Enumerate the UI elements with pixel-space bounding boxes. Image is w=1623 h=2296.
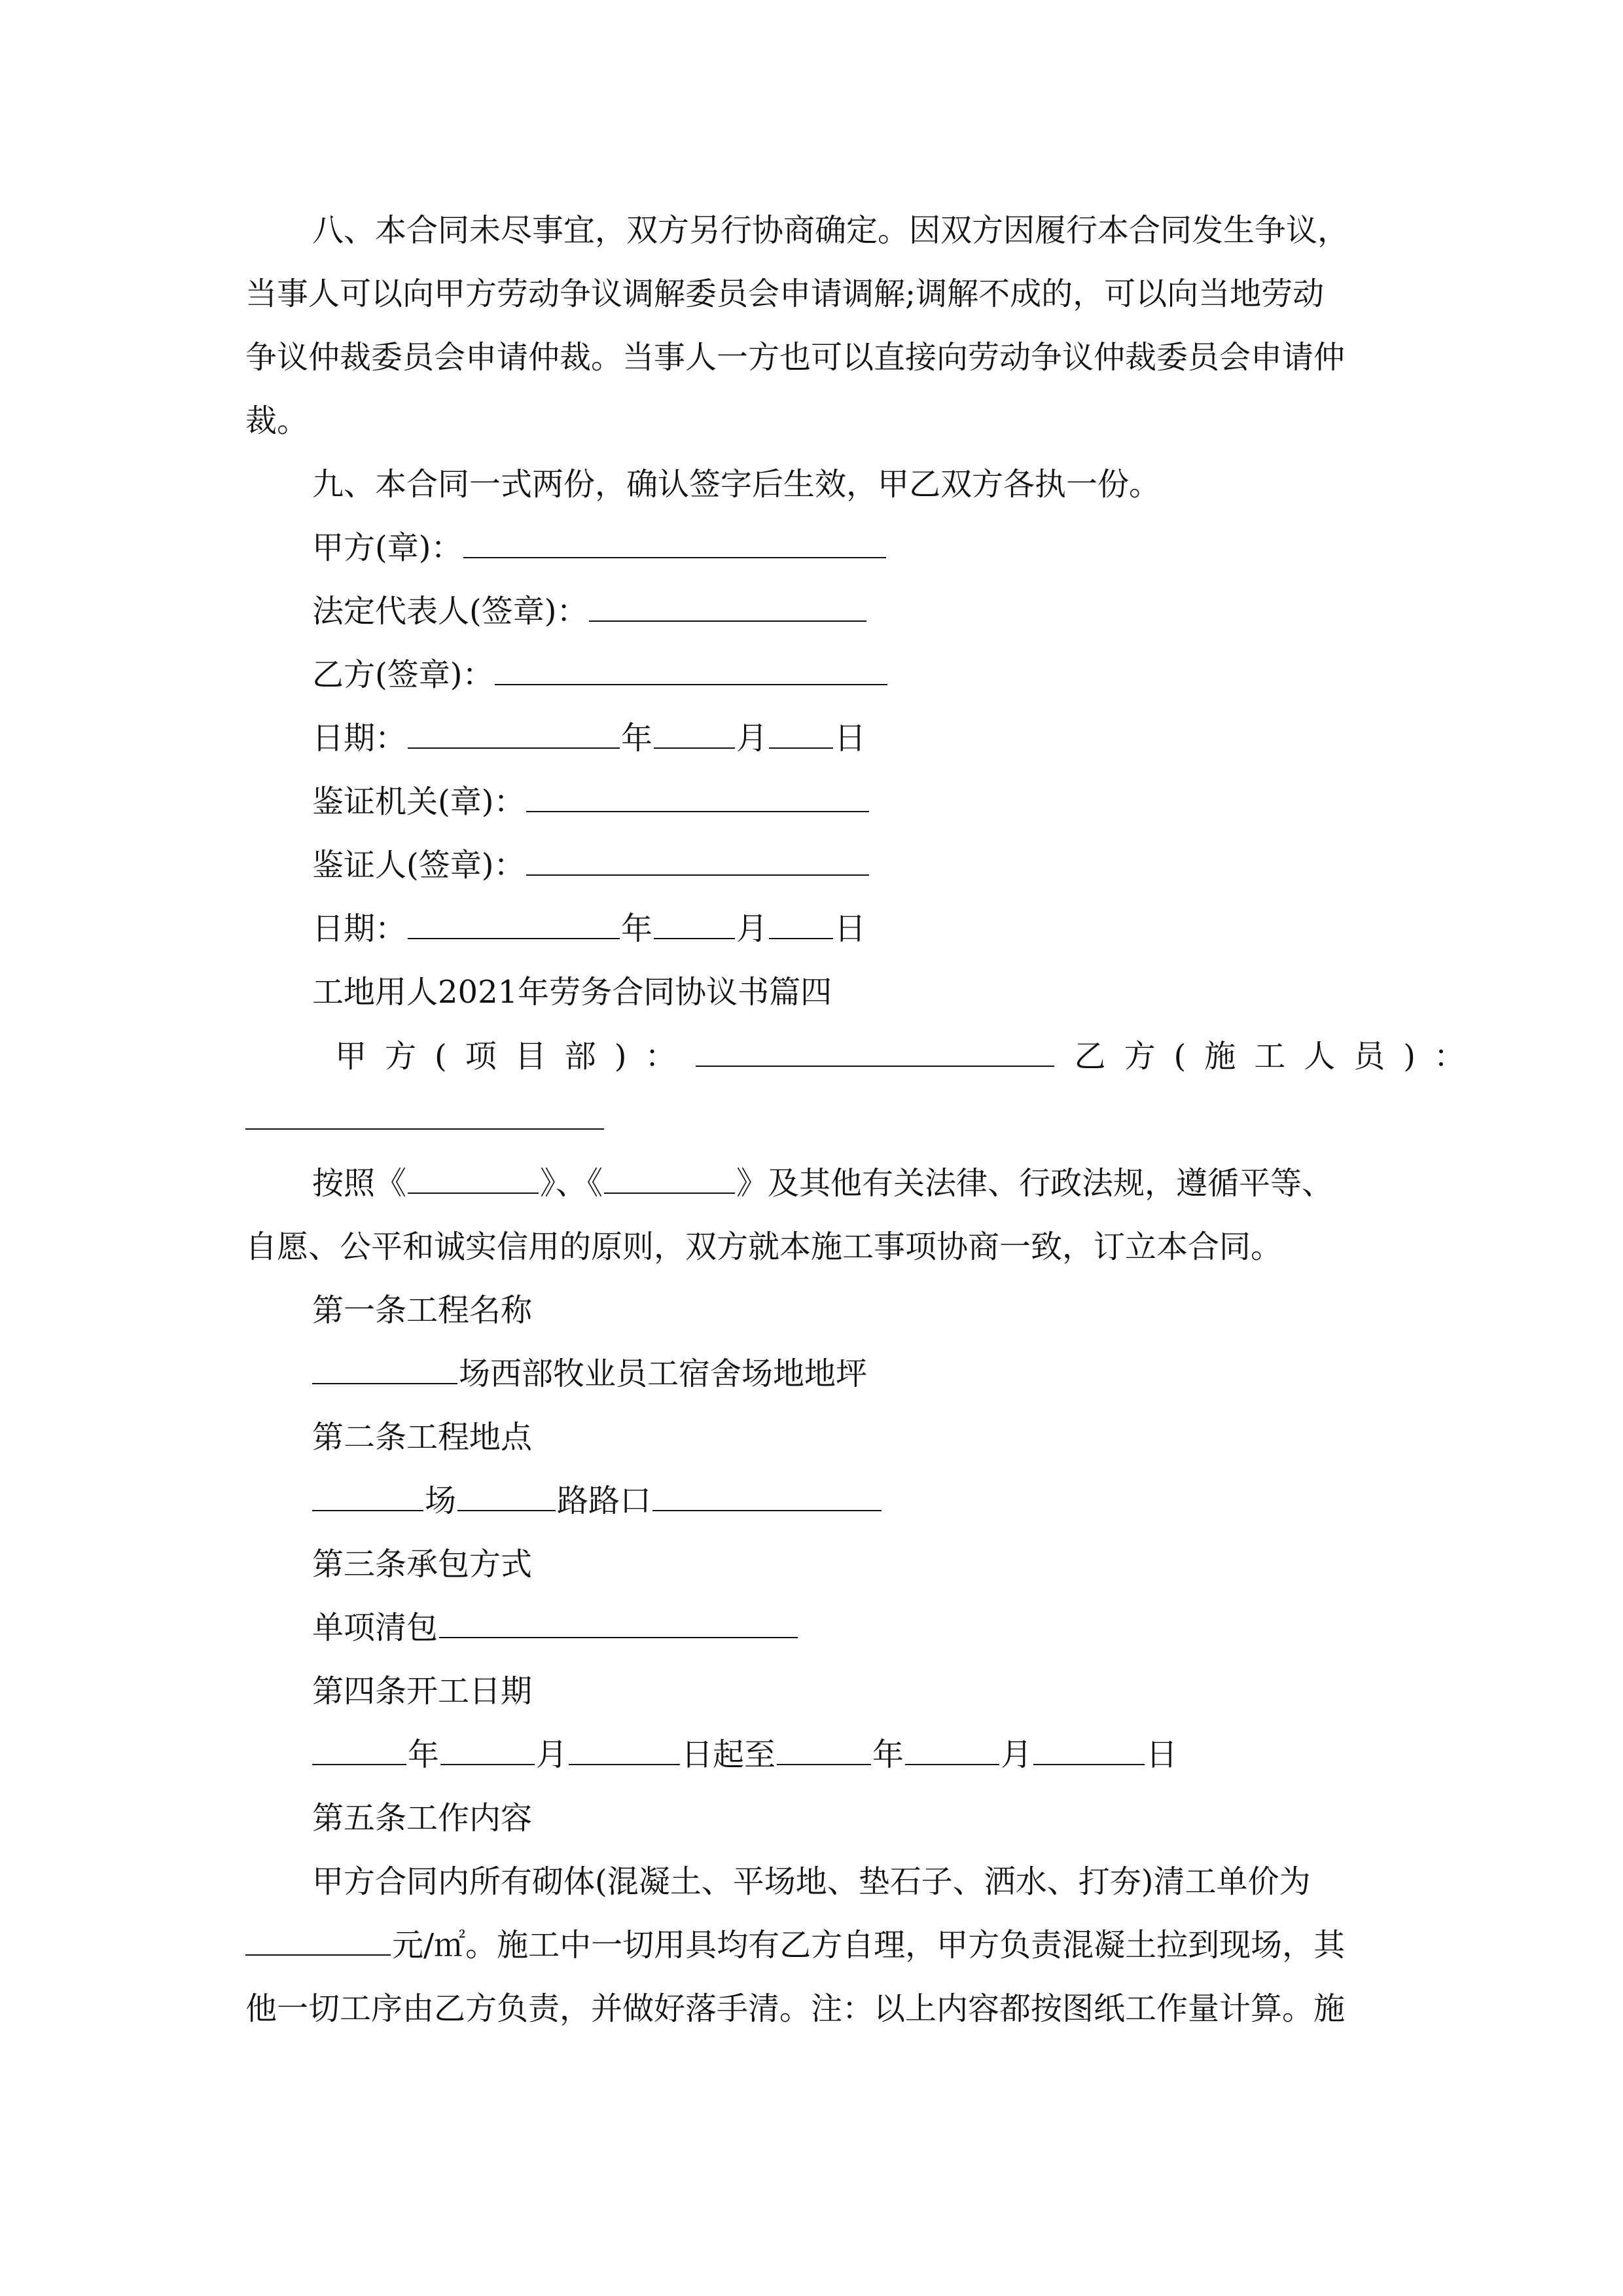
intro-mid: 》、《	[540, 1165, 603, 1202]
start-to-label: 日起至	[681, 1736, 776, 1773]
blank-field	[408, 912, 620, 939]
sign-date-1	[312, 719, 866, 758]
party-b-blank-line	[245, 1100, 604, 1139]
blank-field	[463, 531, 886, 558]
blank-field	[526, 785, 869, 812]
sign-party-a	[312, 528, 887, 567]
sign-legal-rep	[312, 592, 868, 631]
blank-field	[312, 1484, 423, 1511]
day-label: 日	[834, 910, 866, 947]
blank-field	[589, 594, 866, 622]
article-1-content	[312, 1354, 867, 1393]
blank-field	[769, 721, 833, 749]
article-5-line-3: 他一切工序由乙方负责，并做好落手清。注：以上内容都按图纸工作量计算。施	[245, 1990, 1346, 2027]
clause-9: 九、本合同一式两份，确认签字后生效，甲乙双方各执一份。	[312, 466, 1161, 503]
blank-field	[526, 848, 869, 876]
day-label: 日	[834, 720, 866, 757]
blank-field	[245, 1928, 391, 1956]
sign-authority-label: 鉴证机关(章)：	[312, 783, 526, 820]
sign-party-b	[312, 655, 889, 694]
sign-authority	[312, 782, 870, 821]
blank-field	[408, 721, 620, 749]
month-label: 月	[736, 910, 768, 947]
blank-field	[440, 1738, 535, 1765]
project-name: 场西部牧业员工宿舍场地地坪	[459, 1355, 868, 1392]
intro-line-1	[312, 1164, 1333, 1203]
blank-field	[312, 1738, 406, 1765]
blank-field	[905, 1738, 999, 1765]
article-4-content	[312, 1735, 1177, 1774]
month-label: 月	[1001, 1736, 1033, 1773]
article-2-content	[312, 1481, 883, 1520]
contract-type: 单项清包	[312, 1609, 438, 1646]
sign-witness	[312, 846, 870, 885]
blank-field	[604, 1166, 735, 1194]
location-part-b: 路路口	[557, 1482, 652, 1519]
sign-date-2	[312, 909, 866, 948]
article-5-title: 第五条工作内容	[312, 1800, 533, 1837]
article-3-content	[312, 1608, 799, 1647]
article-1-title: 第一条工程名称	[312, 1292, 533, 1329]
unit-price-text: 元/㎡。施工中一切用具均有乙方自理，甲方负责混凝土拉到现场，其	[392, 1927, 1346, 1964]
blank-field	[777, 1738, 871, 1765]
month-label: 月	[536, 1736, 568, 1773]
parties-line	[335, 1037, 1484, 1076]
article-5-line-2	[245, 1926, 1345, 1965]
blank-field	[569, 1738, 680, 1765]
clause-8-line-1: 八、本合同未尽事宜，双方另行协商确定。因双方因履行本合同发生争议，	[312, 212, 1349, 249]
sign-witness-label: 鉴证人(签章)：	[312, 847, 526, 884]
blank-field	[312, 1357, 457, 1384]
blank-field	[439, 1611, 798, 1638]
location-part-a: 场	[425, 1482, 457, 1519]
article-3-title: 第三条承包方式	[312, 1546, 533, 1583]
blank-field	[1033, 1738, 1145, 1765]
intro-line-2: 自愿、公平和诚实信用的原则，双方就本施工事项协商一致，订立本合同。	[245, 1229, 1283, 1265]
article-2-title: 第二条工程地点	[312, 1419, 533, 1456]
year-label: 年	[621, 720, 653, 757]
blank-field	[652, 1484, 882, 1511]
month-label: 月	[736, 720, 768, 757]
clause-8-line-2: 当事人可以向甲方劳动争议调解委员会申请调解;调解不成的，可以向当地劳动	[245, 276, 1325, 312]
sign-party-b-label: 乙方(签章)：	[312, 656, 494, 693]
year-label: 年	[621, 910, 653, 947]
sign-legal-rep-label: 法定代表人(签章)：	[312, 593, 588, 630]
party-b-label: 乙方(施工人员)：	[1074, 1038, 1484, 1075]
blank-field	[408, 1166, 539, 1194]
blank-field	[245, 1102, 604, 1130]
blank-field	[495, 658, 887, 685]
blank-field	[696, 1039, 1054, 1067]
year-label: 年	[872, 1736, 904, 1773]
section-title: 工地用人2021年劳务合同协议书篇四	[312, 974, 832, 1011]
blank-field	[769, 912, 833, 939]
date-label: 日期：	[312, 720, 407, 757]
blank-field	[654, 912, 735, 939]
year-label: 年	[408, 1736, 440, 1773]
blank-field	[654, 721, 735, 749]
intro-prefix: 按照《	[312, 1165, 407, 1202]
article-4-title: 第四条开工日期	[312, 1673, 533, 1710]
sign-party-a-label: 甲方(章)：	[312, 529, 463, 566]
day-label: 日	[1146, 1736, 1178, 1773]
party-a-label: 甲方(项目部)：	[335, 1038, 695, 1075]
clause-8-line-3: 争议仲裁委员会申请仲裁。当事人一方也可以直接向劳动争议仲裁委员会申请仲	[245, 339, 1346, 376]
intro-suffix: 》及其他有关法律、行政法规，遵循平等、	[736, 1165, 1334, 1202]
blank-field	[457, 1484, 556, 1511]
date-label: 日期：	[312, 910, 407, 947]
clause-8-line-4: 裁。	[245, 403, 309, 439]
article-5-line-1: 甲方合同内所有砌体(混凝土、平场地、垫石子、洒水、打夯)清工单价为	[312, 1863, 1311, 1900]
